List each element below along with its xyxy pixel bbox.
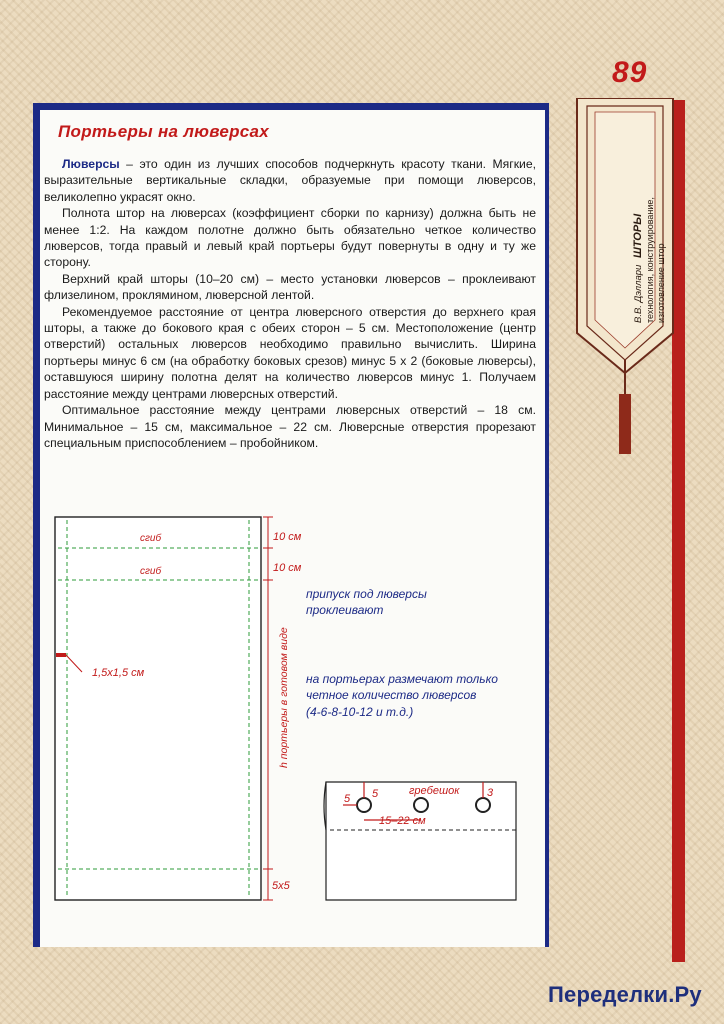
paragraph-5: Оптимальное расстояние между центрами люверсных отверстий – 18 см. Минимальное – 15 см, максимальное – 22 см. Люверсные отверстия прорезают специальным приспособлением – пробойником. <box>44 403 536 450</box>
dim-5x5: 5х5 <box>272 880 290 892</box>
article-title: Портьеры на люверсах <box>58 122 270 141</box>
fold-label-1: сгиб <box>140 533 162 544</box>
paragraph-2: Полнота штор на люверсах (коэффициент сборки по карнизу) должна быть не менее 1:2. На каждом полотне должно быть обязательно четкое количество люверсов, тогда правый и левый край портьеры будут повернуты в одну и ту же сторону. <box>44 206 536 270</box>
note-2-line-3: (4-6-8-10-12 и т.д.) <box>306 705 414 719</box>
note-2-line-2: четное количество люверсов <box>306 688 477 702</box>
corner-label: 1,5х1,5 см <box>92 667 145 679</box>
comb-label: гребешок <box>409 785 460 797</box>
dim-10cm-1: 10 см <box>273 531 302 543</box>
page-number: 89 <box>612 56 648 89</box>
paragraph-1: Люверсы – это один из лучших способов подчеркнуть красоту ткани. Мягкие, выразительные вертикальные складки, образуемые при помощи люверсов, великолепно украсят окно. <box>44 157 536 204</box>
paragraph-4: Рекомендуемое расстояние от центра люверсного отверстия до верхнего края шторы, а также до бокового края с обеих сторон – 5 см. Местоположение (центр отверстий) остальных люверсов необходимо правильно вычислить. Ширина портьеры минус 6 см (на обработку боковых срезов) минус 5 х 2 (боковые люверсы), оставшуюся ширину полотна делят на количество люверсов минус 1. Получаем расстояние между центрами люверсных отверстий. <box>44 304 536 401</box>
fold-label-2: сгиб <box>140 566 162 577</box>
dim-3: 3 <box>487 787 494 799</box>
book-subtitle2: изготовление штор <box>656 243 666 323</box>
note-1-line-1: припуск под люверсы <box>306 587 427 601</box>
book-author: В.В. Дэллари <box>633 264 644 323</box>
paragraph-3: Верхний край шторы (10–20 см) – место установки люверсов – проклеивают флизелином, проклямином, люверсной лентой. <box>44 271 536 303</box>
dim-spacing: 15–22 см <box>379 815 426 827</box>
dim-5-left: 5 <box>344 793 351 805</box>
grommet-detail <box>324 782 516 900</box>
note-1-line-2: проклеивают <box>306 603 384 617</box>
dim-10cm-2: 10 см <box>273 562 302 574</box>
book-series: ШТОРЫ <box>632 213 644 259</box>
height-label: h портьеры в готовом виде <box>278 627 290 768</box>
dim-5-top: 5 <box>372 788 379 800</box>
book-subtitle: технология, конструирование, <box>645 197 655 323</box>
note-2-line-1: на портьерах размечают только <box>306 672 498 686</box>
term-luversy: Люверсы <box>62 157 120 171</box>
corner-marker <box>56 653 66 657</box>
site-watermark: Переделки.Ру <box>548 982 702 1007</box>
